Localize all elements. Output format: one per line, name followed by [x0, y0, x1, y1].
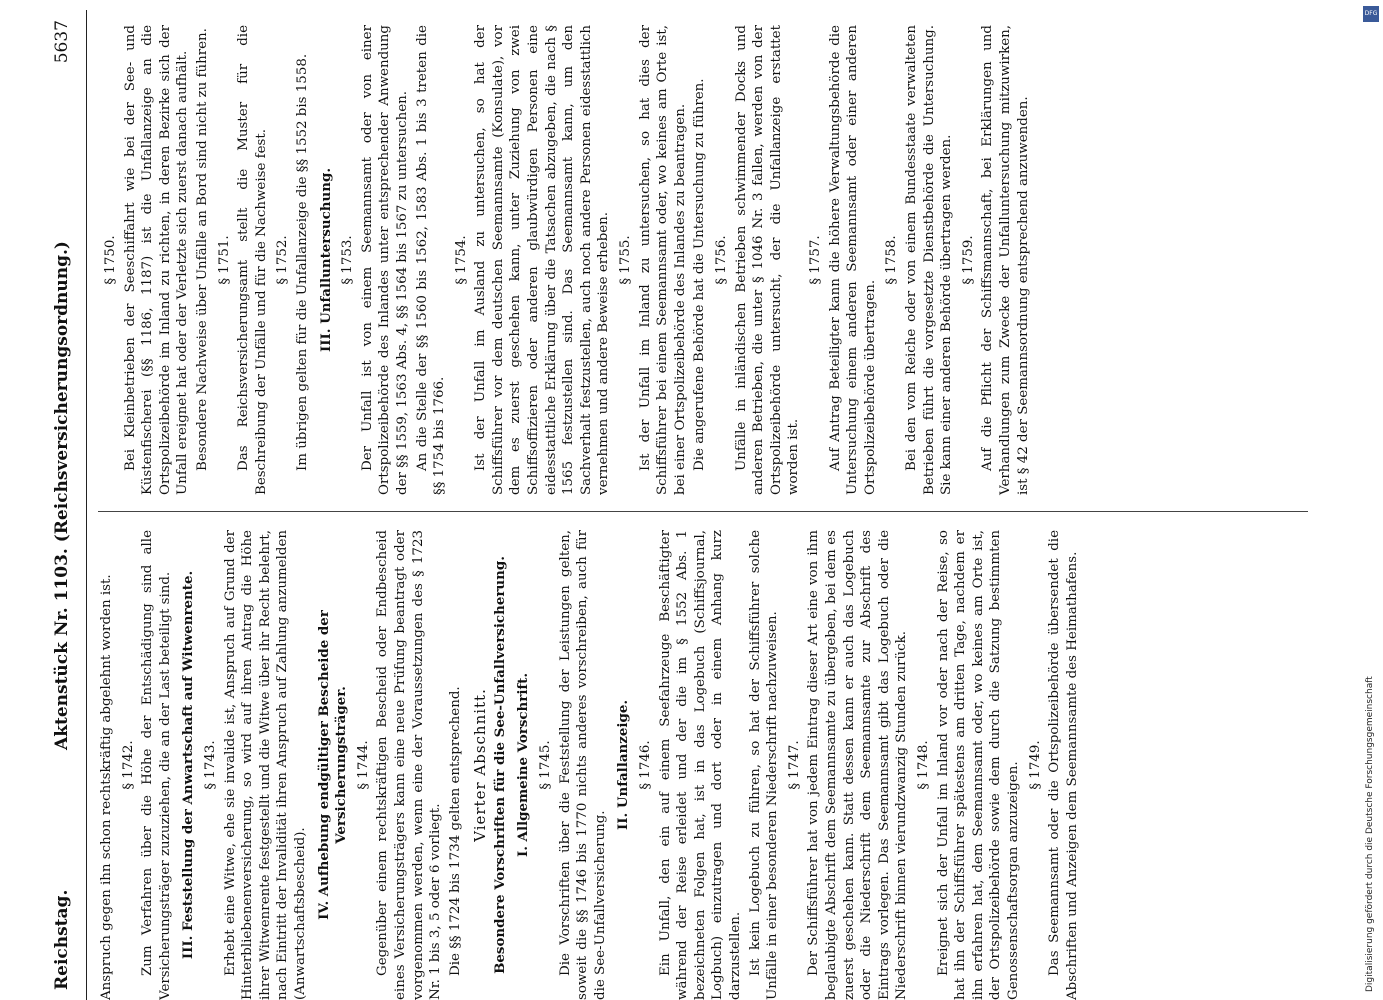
section-number: § 1757. — [807, 235, 823, 285]
section-number: § 1750. — [103, 235, 118, 285]
section-number: § 1753. — [340, 235, 356, 285]
paragraph-text: Die §§ 1724 bis 1734 gelten entsprechend. — [447, 686, 463, 976]
paragraph-text: Ein Unfall, den ein auf einem Seefahrzeuge Beschäftigter während der Reise erleidet und der die im § 1552 Abs. 1 bezeichneten Folgen hat, ist in das Logebuch (Schiffsjournal, Logbuch) einzutragen und dort oder in einem Anhang kurz darzustellen. — [657, 530, 743, 1000]
section-number: § 1747. — [786, 740, 802, 790]
paragraph-text: Erhebt eine Witwe, ehe sie invalide ist, Anspruch auf Grund der Hinterbliebenenversicherung, so wird auf ihren Antrag die Höhe ihrer Witwenrente festgestellt und die Witwe über ihr Recht belehrt, nach Eintritt der Invalidität ihren Anspruch auf Zahlung anzumelden (Anwartschaftsbescheid). — [222, 530, 308, 1000]
paragraph-text: Ereignet sich der Unfall im Inland vor oder nach der Reise, so hat ihn der Schiffsführer spätestens am dritten Tage, nachdem er ihn erfahren hat, dem Seemannsamt oder, wo keines am Orte ist, der Ortspolizeibehörde sowie dem durch die Satzung bestimmten Genossenschaftsorgan anzuzeigen. — [935, 530, 1021, 1000]
paragraph-text: Das Seemannsamt oder die Ortspolizeibehörde übersendet die Abschriften und Anzeigen dem Seemannsamte des Heimathafens. — [1047, 530, 1080, 1000]
section-number: § 1745. — [538, 740, 554, 790]
section-heading: II. Unfallanzeige. — [615, 699, 632, 831]
digitization-note: Digitalisierung gefördert durch die Deutsche Forschungsgemeinschaft — [1365, 676, 1375, 992]
left-column — [98, 530, 1083, 1000]
paragraph-text: Ist der Unfall im Inland zu untersuchen, so hat dies der Schiffsführer bei einem Seemannsamt oder, wo keines am Orte ist, bei einer Ortspolizeibehörde des Inlandes zu beantragen. — [637, 25, 688, 495]
paragraph-text: Die Vorschriften über die Feststellung der Leistungen gelten, soweit die §§ 1746 bis 1770 nichts anderes vorschreiben, auch für die See-Unfallversicherung. — [557, 530, 608, 1000]
paragraph-text: Besondere Nachweise über Unfälle an Bord sind nicht zu führen. — [194, 28, 210, 471]
paragraph-text: Unfälle in inländischen Betrieben schwimmender Docks und anderen Betrieben, die unter § 1046 Nr. 3 fallen, werden von der Ortspolizeibehörde untersucht, der die Unfallanzeige erstattet worden ist. — [733, 25, 802, 495]
header-left: Reichstag. — [52, 889, 72, 990]
rotated-page-content — [50, 10, 1320, 1000]
section-number: § 1748. — [915, 740, 931, 790]
section-number: § 1755. — [618, 235, 634, 285]
page-number: 5637 — [52, 20, 72, 64]
paragraph-text: Im übrigen gelten für die Unfallanzeige die §§ 1552 bis 1558. — [294, 53, 310, 471]
header-title: Aktenstück Nr. 1103. (Reichsversicherungsordnung.) — [52, 241, 72, 750]
column-divider — [98, 511, 1308, 512]
paragraph-text: Bei den vom Reiche oder von einem Bundesstaate verwalteten Betrieben führt die vorgesetzte Dienstbehörde die Untersuchung. Sie kann einer anderen Behörde übertragen werden. — [903, 25, 955, 495]
paragraph-text: Auf die Pflicht der Schiffsmannschaft, bei Erklärungen und Verhandlungen zum Zwecke der Unfalluntersuchung mitzuwirken, ist § 42 der Seemannsordnung entsprechend anzuwenden. — [980, 25, 1031, 495]
section-number: § 1758. — [884, 235, 900, 285]
paragraph-text: Das Reichsversicherungsamt stellt die Muster für die Beschreibung der Unfälle und für die Nachweise fest. — [236, 25, 269, 495]
paragraph-text: Auf Antrag Beteiligter kann die höhere Verwaltungsbehörde die Untersuchung einem anderen Seemannsamt oder einer anderen Ortspolizeibehörde übertragen. — [827, 25, 878, 495]
header-rule — [86, 10, 87, 1000]
paragraph-text: Der Schiffsführer hat von jedem Eintrag dieser Art eine von ihm beglaubigte Abschrift dem Seemannsamte zu übergeben, bei dem es zuerst geschehen kann. Statt dessen kann er auch das Logebuch oder die Niederschrift dem Seemannsamte zur Abschrift des Eintrags vorlegen. Das Seemannsamt gibt das Logebuch oder die Niederschrift binnen vierundzwanzig Stunden zurück. — [806, 530, 910, 1000]
section-number: § 1754. — [453, 235, 469, 285]
paragraph-text: An die Stelle der §§ 1560 bis 1562, 1583 Abs. 1 bis 3 treten die §§ 1754 bis 1766. — [414, 25, 448, 495]
section-number: § 1743. — [202, 740, 218, 790]
dfg-badge: DFG — [1363, 6, 1379, 22]
section-number: § 1742. — [120, 740, 136, 790]
section-heading: I. Allgemeine Vorschrift. — [515, 672, 532, 858]
paragraph-text: Die angerufene Behörde hat die Untersuchung zu führen. — [692, 78, 708, 471]
section-number: § 1751. — [216, 235, 232, 285]
section-number: § 1744. — [355, 740, 371, 790]
part-heading: Vierter Abschnitt. — [471, 688, 490, 842]
paragraph-text: Ist der Unfall im Ausland zu untersuchen, so hat der Schiffsführer vor dem deutschen Seemannsamte (Konsulate), vor dem es zuerst geschehen kann, unter Zuziehung von zwei Schiffsoffizieren oder anderen glaubwürdigen Personen eine eidesstattliche Erklärung über die Tatsachen abzugeben, die nach § 1565 festzustellen sind. Das Seemannsamt kann, um den Sachverhalt festzustellen, auch noch andere Personen eidesstattlich vernehmen und andere Beweise erheben. — [473, 25, 612, 495]
section-heading: III. Feststellung der Anwartschaft auf Witwenrente. — [180, 570, 197, 960]
section-number: § 1759. — [960, 235, 976, 285]
section-number: § 1749. — [1027, 740, 1043, 790]
paragraph-text: Zum Verfahren über die Höhe der Entschädigung sind alle Versicherungsträger zuzuziehen, die an der Last beteiligt sind. — [140, 530, 173, 1000]
section-number: § 1752. — [275, 235, 291, 285]
section-heading: III. Unfalluntersuchung. — [317, 167, 334, 353]
paragraph-text: Gegenüber einem rechtskräftigen Bescheid oder Endbescheid eines Versicherungsträgers kann eine neue Prüfung beantragt oder vorgenommen werden, wenn eine der Voraussetzungen des § 1723 Nr. 1 bis 3, 5 oder 6 vorliegt. — [375, 530, 444, 1000]
paragraph-text: Ist kein Logebuch zu führen, so hat der Schiffsführer solche Unfälle in einer besonderen Niederschrift nachzuweisen. — [747, 530, 781, 1000]
paragraph-text: Bei Kleinbetrieben der Seeschiffahrt wie bei der See- und Küstenfischerei (§§ 1186, 1187) ist die Unfallanzeige an die Ortspolizeibehörde im Inland zu richten, in deren Bezirke sich der Unfall ereignet hat oder der Verletzte sich zuerst danach aufhält. — [122, 25, 191, 495]
section-number: § 1756. — [714, 235, 729, 285]
page-header — [50, 10, 84, 1000]
right-column — [98, 25, 1034, 495]
paragraph-text: Der Unfall ist von einem Seemannsamt oder von einer Ortspolizeibehörde des Inlandes unter entsprechender Anwendung der §§ 1559, 1563 Abs. 4, §§ 1564 bis 1567 zu untersuchen. — [359, 25, 410, 495]
section-number: § 1746. — [638, 740, 654, 790]
part-heading: Besondere Vorschriften für die See-Unfallversicherung. — [491, 556, 508, 974]
paragraph-text: Anspruch gegen ihn schon rechtskräftig abgelehnt worden ist. — [99, 574, 114, 1000]
section-heading: IV. Aufhebung endgültiger Bescheide der Versicherungsträger. — [315, 610, 350, 920]
